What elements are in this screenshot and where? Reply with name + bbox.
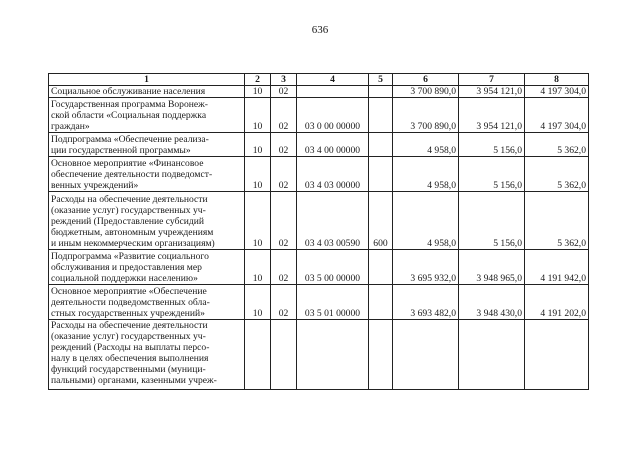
budget-table bbox=[48, 73, 589, 390]
amount-col-6: 4 958,0 bbox=[393, 192, 459, 250]
row-name bbox=[49, 133, 245, 157]
section-code: 10 bbox=[245, 250, 271, 285]
row-name bbox=[49, 86, 245, 98]
amount-col-6 bbox=[393, 320, 459, 390]
amount-col-6: 4 958,0 bbox=[393, 157, 459, 192]
expense-type-code bbox=[369, 98, 393, 133]
amount-col-7: 3 948 965,0 bbox=[459, 250, 525, 285]
amount-col-6: 3 695 932,0 bbox=[393, 250, 459, 285]
row-name-text: Государственная программа Воронеж- ской области «Социальная поддержка граждан» bbox=[51, 99, 208, 132]
subsection-code: 02 bbox=[271, 250, 297, 285]
table-row bbox=[49, 285, 589, 320]
amount-col-8: 5 362,0 bbox=[525, 192, 589, 250]
row-name bbox=[49, 98, 245, 133]
page-number: 636 bbox=[311, 24, 329, 36]
row-name-text: Расходы на обеспечение деятельности (оказание услуг) государственных уч- реждений (Расходы на выплаты персо- налу в целях обеспечения выполнения функций государственными (муници- пальными) органами, казенными учреж- bbox=[51, 320, 217, 386]
amount-col-8: 4 197 304,0 bbox=[525, 98, 589, 133]
target-article-code: 03 5 00 00000 bbox=[297, 250, 369, 285]
subsection-code bbox=[271, 320, 297, 390]
table-row bbox=[49, 86, 589, 98]
row-name-text: Подпрограмма «Развитие социального обслуживания и предоставления мер социальной поддержки населению» bbox=[51, 251, 209, 284]
header-row bbox=[49, 74, 589, 86]
subsection-code: 02 bbox=[271, 86, 297, 98]
table-row bbox=[49, 192, 589, 250]
section-code bbox=[245, 320, 271, 390]
target-article-code: 03 4 00 00000 bbox=[297, 133, 369, 157]
expense-type-code bbox=[369, 133, 393, 157]
target-article-code: 03 4 03 00000 bbox=[297, 157, 369, 192]
amount-col-7: 3 954 121,0 bbox=[459, 86, 525, 98]
expense-type-code bbox=[369, 157, 393, 192]
col-header-2: 2 bbox=[245, 74, 271, 86]
col-header-6: 6 bbox=[393, 74, 459, 86]
target-article-code: 03 4 03 00590 bbox=[297, 192, 369, 250]
col-header-3: 3 bbox=[271, 74, 297, 86]
amount-col-7: 3 954 121,0 bbox=[459, 98, 525, 133]
section-code: 10 bbox=[245, 285, 271, 320]
amount-col-8: 4 197 304,0 bbox=[525, 86, 589, 98]
row-name-text: Социальное обслуживание населения bbox=[51, 86, 206, 97]
table-row bbox=[49, 98, 589, 133]
amount-col-7: 5 156,0 bbox=[459, 157, 525, 192]
col-header-4: 4 bbox=[297, 74, 369, 86]
table-row bbox=[49, 157, 589, 192]
amount-col-8: 5 362,0 bbox=[525, 157, 589, 192]
row-name-text: Подпрограмма «Обеспечение реализа- ции государственной программы» bbox=[51, 134, 209, 156]
amount-col-8 bbox=[525, 320, 589, 390]
target-article-code bbox=[297, 86, 369, 98]
row-name-text: Основное мероприятие «Обеспечение деятельности подведомственных обла- стных государственных учреждений» bbox=[51, 286, 210, 319]
row-name-text: Расходы на обеспечение деятельности (оказание услуг) государственных уч- реждений (Предоставление субсидий бюджетным, автономным учреждениям и иным некоммерческим организациям) bbox=[51, 194, 215, 249]
col-header-1: 1 bbox=[49, 74, 245, 86]
row-name bbox=[49, 320, 245, 390]
expense-type-code bbox=[369, 86, 393, 98]
amount-col-7: 5 156,0 bbox=[459, 133, 525, 157]
section-code: 10 bbox=[245, 86, 271, 98]
col-header-5: 5 bbox=[369, 74, 393, 86]
section-code: 10 bbox=[245, 98, 271, 133]
row-name bbox=[49, 250, 245, 285]
table-row bbox=[49, 250, 589, 285]
section-code: 10 bbox=[245, 133, 271, 157]
section-code: 10 bbox=[245, 192, 271, 250]
subsection-code: 02 bbox=[271, 157, 297, 192]
expense-type-code bbox=[369, 285, 393, 320]
subsection-code: 02 bbox=[271, 192, 297, 250]
col-header-8: 8 bbox=[525, 74, 589, 86]
subsection-code: 02 bbox=[271, 133, 297, 157]
table-row bbox=[49, 320, 589, 390]
expense-type-code: 600 bbox=[369, 192, 393, 250]
col-header-7: 7 bbox=[459, 74, 525, 86]
amount-col-6: 4 958,0 bbox=[393, 133, 459, 157]
target-article-code: 03 5 01 00000 bbox=[297, 285, 369, 320]
amount-col-6: 3 693 482,0 bbox=[393, 285, 459, 320]
amount-col-8: 4 191 942,0 bbox=[525, 250, 589, 285]
subsection-code: 02 bbox=[271, 98, 297, 133]
amount-col-7: 5 156,0 bbox=[459, 192, 525, 250]
amount-col-7: 3 948 430,0 bbox=[459, 285, 525, 320]
subsection-code: 02 bbox=[271, 285, 297, 320]
amount-col-8: 4 191 202,0 bbox=[525, 285, 589, 320]
row-name bbox=[49, 285, 245, 320]
row-name bbox=[49, 157, 245, 192]
amount-col-8: 5 362,0 bbox=[525, 133, 589, 157]
table-row bbox=[49, 133, 589, 157]
expense-type-code bbox=[369, 320, 393, 390]
target-article-code: 03 0 00 00000 bbox=[297, 98, 369, 133]
amount-col-6: 3 700 890,0 bbox=[393, 98, 459, 133]
amount-col-7 bbox=[459, 320, 525, 390]
row-name-text: Основное мероприятие «Финансовое обеспечение деятельности подведомст- венных учреждений» bbox=[51, 158, 213, 191]
target-article-code bbox=[297, 320, 369, 390]
amount-col-6: 3 700 890,0 bbox=[393, 86, 459, 98]
row-name bbox=[49, 192, 245, 250]
section-code: 10 bbox=[245, 157, 271, 192]
expense-type-code bbox=[369, 250, 393, 285]
